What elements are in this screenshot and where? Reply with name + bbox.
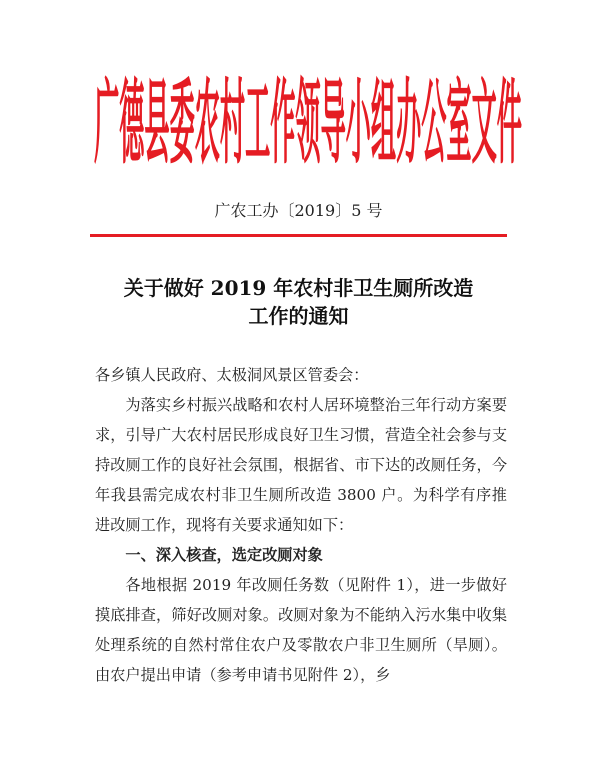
masthead-text: 广德县委农村工作领导小组办公室文件 bbox=[94, 72, 522, 172]
masthead bbox=[92, 62, 524, 172]
document-number: 广农工办〔2019〕5 号 bbox=[214, 201, 383, 220]
document-title bbox=[0, 274, 597, 330]
paragraph-section-1: 各地根据 2019 年改厕任务数（见附件 1），进一步做好摸底排查，筛好改厕对象。改厕对象为不能纳入污水集中收集处理系统的自然村常住农户及零散农户非卫生厕所（旱厕）。由农户提出申请（参考申请书见附件 2），乡 bbox=[95, 576, 507, 684]
title-line-1: 关于做好 2019 年农村非卫生厕所改造 bbox=[123, 276, 474, 300]
document-body bbox=[95, 360, 507, 690]
red-divider-line bbox=[90, 234, 507, 237]
section-heading-1: 一、深入核查，选定改厕对象 bbox=[125, 546, 323, 564]
salutation: 各乡镇人民政府、太极洞风景区管委会： bbox=[95, 366, 369, 384]
paragraph-intro: 为落实乡村振兴战略和农村人居环境整治三年行动方案要求，引导广大农村居民形成良好卫生习惯，营造全社会参与支持改厕工作的良好社会氛围，根据省、市下达的改厕任务，今年我县需完成农村非卫生厕所改造 3800 户。为科学有序推进改厕工作，现将有关要求通知如下： bbox=[95, 396, 507, 534]
title-line-2: 工作的通知 bbox=[248, 304, 349, 328]
